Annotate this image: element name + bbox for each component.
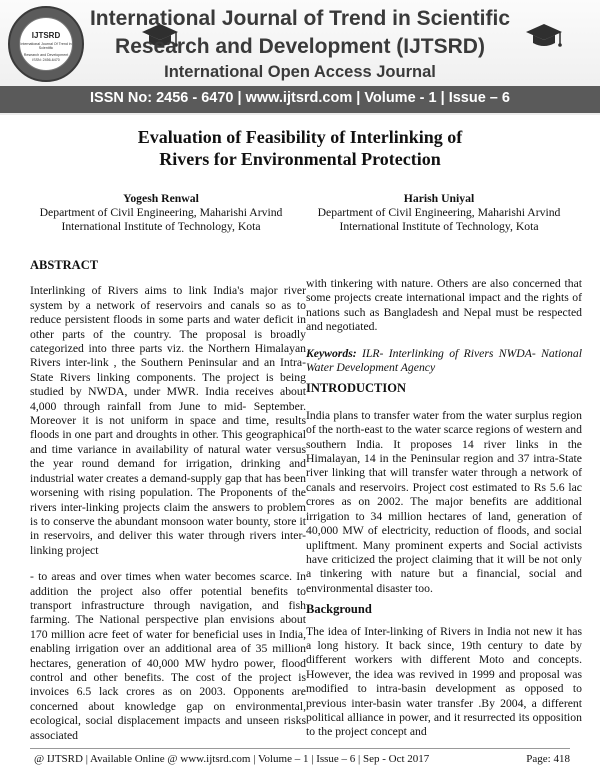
keywords-label: Keywords: bbox=[306, 346, 357, 360]
journal-title-line2: Research and Development (IJTSRD) bbox=[115, 35, 485, 58]
author-block-1 bbox=[30, 192, 292, 234]
page-footer bbox=[34, 753, 570, 765]
abstract-paragraph: - to areas and over times when water becomes scarce. In addition the project also offer potential benefits to transport infrastructure through navigation, and fish farming. The National perspective plan envisions about 170 million acre feet of water for beneficial uses in India, enabling irrigation over an additional area of 35 million hectares, generation of 40,000 MW hydro power, flood control and other benefits. The cost of the project is invoices 6.5 lack crores as on 2003. Opponents are concerned about knowledge gap on environmental, ecological, social displacement impacts and unseen risks associated bbox=[30, 570, 306, 742]
introduction-paragraph: India plans to transfer water from the water surplus region of the north-east to the water scarce regions of western and southern India. It proposes 14 river links in the Himalayan, 14 in the Peninsular region and 37 intra-State river linking that will transfer water through a network of canals and reservoirs. Project cost estimated to Rs 5.6 lac crores as on 2002. The major benefits are additional irrigation to 34 million hectares of land, generation of 40,000 MW of electricity, reduction of floods, and social upliftment. Many prominent experts and Social activists have criticized the project claiming that it will be not only a tinkering with nature but a financial, social and environmental disaster too. bbox=[306, 408, 582, 595]
keywords bbox=[306, 347, 582, 376]
logo-issn: ISSN: 2456-6470 bbox=[32, 58, 60, 63]
paper-title-line1: Evaluation of Feasibility of Interlinking of bbox=[137, 127, 463, 147]
footer-citation: @ IJTSRD | Available Online @ www.ijtsrd.com | Volume – 1 | Issue – 6 | Sep - Oct 2017 bbox=[34, 753, 430, 765]
background-heading: Background bbox=[306, 602, 372, 617]
author-name: Yogesh Renwal bbox=[123, 192, 199, 205]
journal-title-line1: International Journal of Trend in Scientific bbox=[89, 7, 511, 30]
abstract-paragraph: Interlinking of Rivers aims to link India's major river system by a network of reservoirs and canals so as to reduce persistent floods in some parts and water deficit in other parts of the country. The proposal is broadly categorized into three parts viz. the Northern Himalayan Rivers inter-link , the Southern Peninsular and an Intra-State Rivers linking components. The project is being studied by NWDA, under MWR. India receives about 4,000 through rainfall from June to mid- September. Moreover it is not uniform in space and time, results floods in one part and droughts in other. This geographical and time variance in availability of natural water versus the year round demand for irrigation, drinking and industrial water creates a demand-supply gap that has been worsening with rising population. The Proponents of the rivers inter-linking projects claim the answers to problem is to conserve the abundant monsoon water bounty, store it in reservoirs, and deliver this water through rivers inter-linking project bbox=[30, 284, 306, 557]
author-affiliation: Department of Civil Engineering, Maharishi Arvind bbox=[317, 206, 561, 219]
background-paragraph: The idea of Inter-linking of Rivers in India not new it has a long history. It back since, 19th century to date by different workers with different Moto and concepts. However, the idea was revived in 1999 and proposal was modified to intra-basin development as opposed to previous inter-basin water transfer .By 2004, a different political alliance in power, and it resurrected its opposition to the project concept and bbox=[306, 624, 582, 739]
author-block-2 bbox=[308, 192, 570, 234]
author-affiliation: International Institute of Technology, Kota bbox=[339, 220, 539, 233]
author-affiliation: International Institute of Technology, Kota bbox=[61, 220, 261, 233]
logo-name: IJTSRD bbox=[31, 31, 61, 40]
paper-title-line2: Rivers for Environmental Protection bbox=[159, 149, 441, 169]
right-column bbox=[306, 277, 582, 740]
author-affiliation: Department of Civil Engineering, Maharishi Arvind bbox=[39, 206, 283, 219]
keywords-text: ILR- Interlinking of Rivers NWDA- National Water Development Agency bbox=[306, 346, 582, 375]
author-name: Harish Uniyal bbox=[403, 192, 475, 205]
logo-line1: International Journal Of Trend in Scientific bbox=[20, 42, 72, 51]
logo-line2: Research and Development bbox=[23, 52, 69, 57]
left-column bbox=[30, 258, 306, 743]
issn-text: ISSN No: 2456 - 6470 | www.ijtsrd.com | Volume - 1 | Issue – 6 bbox=[90, 90, 510, 106]
abstract-heading: ABSTRACT bbox=[30, 258, 99, 272]
paper-title bbox=[0, 126, 600, 170]
introduction-heading: INTRODUCTION bbox=[306, 381, 407, 396]
footer-divider bbox=[30, 748, 570, 749]
journal-subtitle: International Open Access Journal bbox=[164, 63, 436, 81]
abstract-paragraph: with tinkering with nature. Others are also concerned that some projects create international impact and the rights of nations such as Bangladesh and Nepal must be respected and negotiated. bbox=[306, 277, 582, 334]
page-number: Page: 418 bbox=[526, 753, 570, 765]
journal-banner bbox=[0, 0, 600, 115]
